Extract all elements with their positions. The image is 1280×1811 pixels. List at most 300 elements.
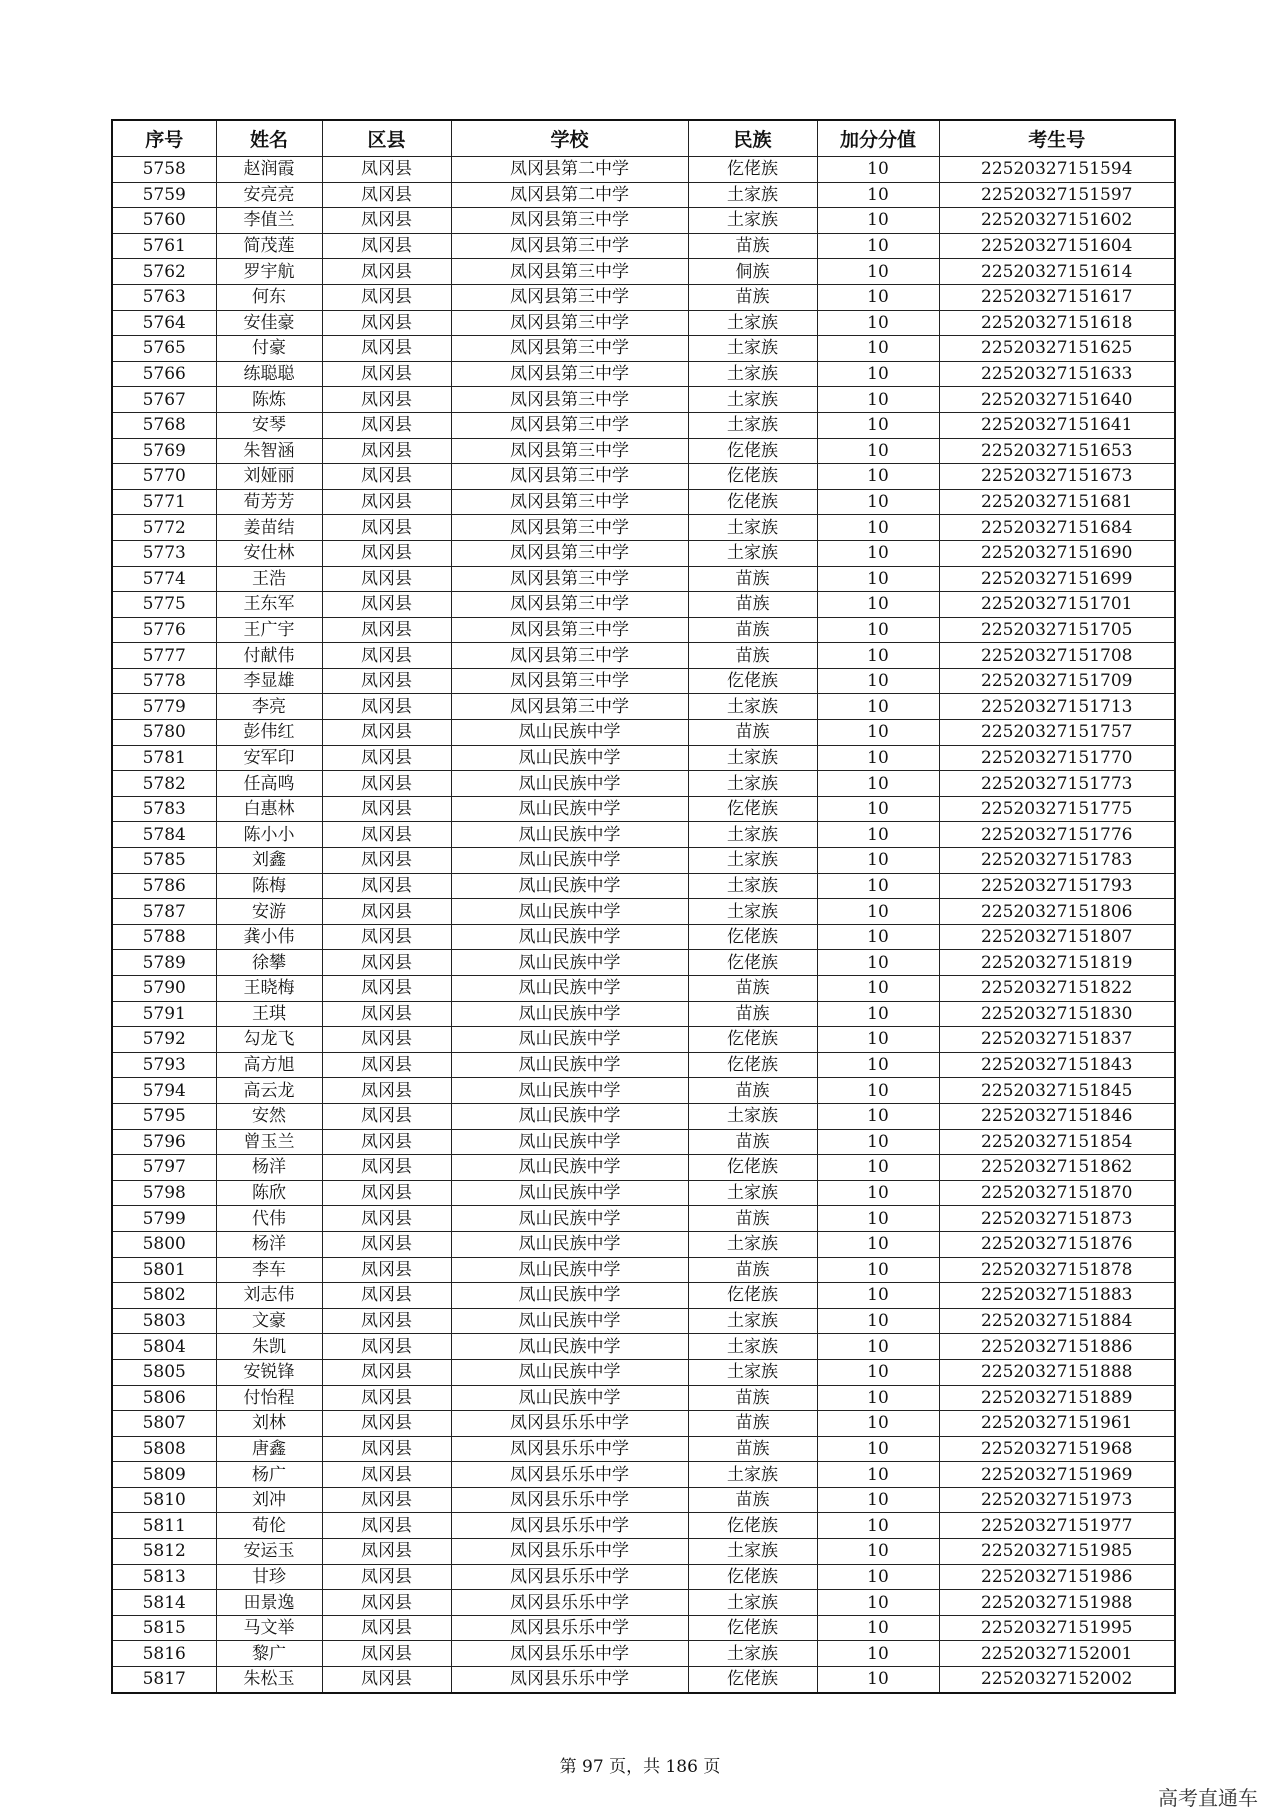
table-row [112, 157, 1175, 183]
bonus-points-table [111, 119, 1176, 1694]
table-row [112, 1308, 1175, 1334]
cell-county: 凤冈县 [322, 310, 451, 336]
cell-bonus: 10 [817, 1334, 939, 1360]
cell-seq: 5790 [112, 976, 216, 1002]
cell-county: 凤冈县 [322, 1103, 451, 1129]
cell-bonus: 10 [817, 899, 939, 925]
cell-name: 刘娅丽 [216, 464, 322, 490]
cell-name: 黎广 [216, 1641, 322, 1667]
cell-school: 凤山民族中学 [451, 796, 688, 822]
cell-bonus: 10 [817, 182, 939, 208]
cell-county: 凤冈县 [322, 1155, 451, 1181]
cell-ethnicity: 侗族 [688, 259, 817, 285]
cell-seq: 5769 [112, 438, 216, 464]
cell-exam-id: 22520327151854 [939, 1129, 1175, 1155]
cell-exam-id: 22520327151995 [939, 1615, 1175, 1641]
cell-bonus: 10 [817, 259, 939, 285]
cell-bonus: 10 [817, 1257, 939, 1283]
cell-bonus: 10 [817, 489, 939, 515]
cell-exam-id: 22520327152002 [939, 1667, 1175, 1693]
cell-ethnicity: 土家族 [688, 1590, 817, 1616]
cell-name: 高云龙 [216, 1078, 322, 1104]
cell-county: 凤冈县 [322, 1590, 451, 1616]
cell-exam-id: 22520327151617 [939, 284, 1175, 310]
cell-bonus: 10 [817, 1539, 939, 1565]
cell-county: 凤冈县 [322, 1462, 451, 1488]
cell-seq: 5805 [112, 1359, 216, 1385]
table-row [112, 643, 1175, 669]
cell-county: 凤冈县 [322, 259, 451, 285]
cell-ethnicity: 仡佬族 [688, 1027, 817, 1053]
watermark-text: 高考直通车 [1158, 1786, 1258, 1810]
cell-school: 凤冈县乐乐中学 [451, 1539, 688, 1565]
cell-ethnicity: 土家族 [688, 899, 817, 925]
cell-seq: 5758 [112, 157, 216, 183]
cell-name: 朱松玉 [216, 1667, 322, 1693]
cell-ethnicity: 仡佬族 [688, 796, 817, 822]
header-exam-id: 考生号 [939, 120, 1175, 157]
cell-ethnicity: 土家族 [688, 1308, 817, 1334]
cell-seq: 5802 [112, 1283, 216, 1309]
cell-name: 刘鑫 [216, 848, 322, 874]
table-row [112, 182, 1175, 208]
cell-exam-id: 22520327151681 [939, 489, 1175, 515]
cell-seq: 5803 [112, 1308, 216, 1334]
cell-county: 凤冈县 [322, 464, 451, 490]
cell-name: 文豪 [216, 1308, 322, 1334]
cell-exam-id: 22520327151653 [939, 438, 1175, 464]
table-row [112, 617, 1175, 643]
cell-seq: 5814 [112, 1590, 216, 1616]
cell-ethnicity: 苗族 [688, 617, 817, 643]
cell-exam-id: 22520327151837 [939, 1027, 1175, 1053]
cell-county: 凤冈县 [322, 1615, 451, 1641]
cell-bonus: 10 [817, 873, 939, 899]
cell-ethnicity: 苗族 [688, 1385, 817, 1411]
cell-name: 朱智涵 [216, 438, 322, 464]
table-row [112, 1590, 1175, 1616]
cell-name: 练聪聪 [216, 361, 322, 387]
cell-county: 凤冈县 [322, 950, 451, 976]
cell-school: 凤冈县第三中学 [451, 284, 688, 310]
cell-seq: 5811 [112, 1513, 216, 1539]
cell-name: 付豪 [216, 336, 322, 362]
cell-school: 凤山民族中学 [451, 899, 688, 925]
cell-ethnicity: 土家族 [688, 336, 817, 362]
cell-exam-id: 22520327151878 [939, 1257, 1175, 1283]
cell-name: 付怡程 [216, 1385, 322, 1411]
cell-bonus: 10 [817, 438, 939, 464]
cell-county: 凤冈县 [322, 1539, 451, 1565]
cell-ethnicity: 土家族 [688, 1180, 817, 1206]
cell-bonus: 10 [817, 1385, 939, 1411]
cell-ethnicity: 土家族 [688, 515, 817, 541]
cell-county: 凤冈县 [322, 208, 451, 234]
table-row [112, 464, 1175, 490]
cell-ethnicity: 苗族 [688, 284, 817, 310]
cell-bonus: 10 [817, 1359, 939, 1385]
cell-county: 凤冈县 [322, 361, 451, 387]
cell-county: 凤冈县 [322, 1436, 451, 1462]
cell-exam-id: 22520327151597 [939, 182, 1175, 208]
cell-school: 凤山民族中学 [451, 976, 688, 1002]
cell-seq: 5795 [112, 1103, 216, 1129]
cell-ethnicity: 土家族 [688, 848, 817, 874]
cell-school: 凤山民族中学 [451, 1308, 688, 1334]
cell-seq: 5765 [112, 336, 216, 362]
cell-bonus: 10 [817, 617, 939, 643]
cell-exam-id: 22520327151807 [939, 924, 1175, 950]
header-school: 学校 [451, 120, 688, 157]
cell-seq: 5764 [112, 310, 216, 336]
table-row [112, 1257, 1175, 1283]
cell-seq: 5789 [112, 950, 216, 976]
cell-bonus: 10 [817, 336, 939, 362]
cell-county: 凤冈县 [322, 336, 451, 362]
cell-name: 陈炼 [216, 387, 322, 413]
cell-seq: 5779 [112, 694, 216, 720]
cell-bonus: 10 [817, 1667, 939, 1693]
cell-exam-id: 22520327151709 [939, 668, 1175, 694]
cell-bonus: 10 [817, 771, 939, 797]
cell-exam-id: 22520327152001 [939, 1641, 1175, 1667]
cell-school: 凤冈县乐乐中学 [451, 1487, 688, 1513]
cell-name: 安琴 [216, 412, 322, 438]
cell-name: 何东 [216, 284, 322, 310]
table-row [112, 771, 1175, 797]
cell-bonus: 10 [817, 310, 939, 336]
cell-seq: 5809 [112, 1462, 216, 1488]
cell-exam-id: 22520327151633 [939, 361, 1175, 387]
table-row [112, 592, 1175, 618]
cell-school: 凤冈县第三中学 [451, 464, 688, 490]
cell-seq: 5773 [112, 540, 216, 566]
cell-bonus: 10 [817, 1564, 939, 1590]
cell-seq: 5762 [112, 259, 216, 285]
cell-school: 凤山民族中学 [451, 1129, 688, 1155]
cell-school: 凤冈县第三中学 [451, 233, 688, 259]
table-row [112, 1283, 1175, 1309]
cell-school: 凤山民族中学 [451, 1334, 688, 1360]
cell-bonus: 10 [817, 592, 939, 618]
cell-county: 凤冈县 [322, 1180, 451, 1206]
cell-school: 凤冈县乐乐中学 [451, 1564, 688, 1590]
cell-seq: 5794 [112, 1078, 216, 1104]
cell-school: 凤山民族中学 [451, 1283, 688, 1309]
cell-ethnicity: 土家族 [688, 745, 817, 771]
cell-seq: 5775 [112, 592, 216, 618]
cell-county: 凤冈县 [322, 566, 451, 592]
cell-seq: 5800 [112, 1231, 216, 1257]
cell-name: 代伟 [216, 1206, 322, 1232]
cell-seq: 5786 [112, 873, 216, 899]
cell-name: 刘林 [216, 1411, 322, 1437]
cell-ethnicity: 苗族 [688, 566, 817, 592]
roster-sheet [111, 119, 1174, 1694]
cell-name: 王晓梅 [216, 976, 322, 1002]
cell-ethnicity: 土家族 [688, 361, 817, 387]
cell-ethnicity: 苗族 [688, 592, 817, 618]
cell-ethnicity: 仡佬族 [688, 1667, 817, 1693]
cell-bonus: 10 [817, 1513, 939, 1539]
cell-school: 凤冈县乐乐中学 [451, 1641, 688, 1667]
page-number: 第 97 页，共 186 页 [559, 1757, 721, 1777]
cell-bonus: 10 [817, 1180, 939, 1206]
cell-bonus: 10 [817, 1206, 939, 1232]
cell-seq: 5807 [112, 1411, 216, 1437]
cell-ethnicity: 土家族 [688, 1359, 817, 1385]
cell-county: 凤冈县 [322, 284, 451, 310]
cell-name: 徐攀 [216, 950, 322, 976]
cell-ethnicity: 土家族 [688, 208, 817, 234]
table-row [112, 489, 1175, 515]
cell-exam-id: 22520327151625 [939, 336, 1175, 362]
table-row [112, 1231, 1175, 1257]
cell-school: 凤冈县第三中学 [451, 668, 688, 694]
cell-name: 安军印 [216, 745, 322, 771]
cell-name: 王浩 [216, 566, 322, 592]
cell-school: 凤冈县第三中学 [451, 566, 688, 592]
cell-seq: 5778 [112, 668, 216, 694]
cell-school: 凤冈县第三中学 [451, 489, 688, 515]
cell-school: 凤山民族中学 [451, 1231, 688, 1257]
table-row [112, 1078, 1175, 1104]
cell-county: 凤冈县 [322, 540, 451, 566]
cell-county: 凤冈县 [322, 848, 451, 874]
cell-ethnicity: 土家族 [688, 412, 817, 438]
cell-seq: 5781 [112, 745, 216, 771]
cell-exam-id: 22520327151618 [939, 310, 1175, 336]
cell-school: 凤冈县第二中学 [451, 157, 688, 183]
cell-seq: 5792 [112, 1027, 216, 1053]
cell-county: 凤冈县 [322, 1206, 451, 1232]
cell-ethnicity: 土家族 [688, 540, 817, 566]
cell-bonus: 10 [817, 1462, 939, 1488]
cell-exam-id: 22520327151988 [939, 1590, 1175, 1616]
cell-county: 凤冈县 [322, 1641, 451, 1667]
table-row [112, 694, 1175, 720]
cell-bonus: 10 [817, 540, 939, 566]
cell-ethnicity: 土家族 [688, 1641, 817, 1667]
cell-exam-id: 22520327151986 [939, 1564, 1175, 1590]
cell-school: 凤山民族中学 [451, 822, 688, 848]
cell-name: 陈梅 [216, 873, 322, 899]
cell-school: 凤冈县第三中学 [451, 643, 688, 669]
cell-seq: 5808 [112, 1436, 216, 1462]
cell-school: 凤冈县第三中学 [451, 208, 688, 234]
cell-ethnicity: 苗族 [688, 643, 817, 669]
header-name: 姓名 [216, 120, 322, 157]
cell-school: 凤冈县乐乐中学 [451, 1436, 688, 1462]
cell-exam-id: 22520327151830 [939, 1001, 1175, 1027]
cell-ethnicity: 仡佬族 [688, 1564, 817, 1590]
cell-school: 凤冈县第三中学 [451, 310, 688, 336]
cell-school: 凤冈县第三中学 [451, 438, 688, 464]
cell-exam-id: 22520327151594 [939, 157, 1175, 183]
cell-school: 凤冈县第二中学 [451, 182, 688, 208]
cell-seq: 5774 [112, 566, 216, 592]
cell-seq: 5791 [112, 1001, 216, 1027]
cell-county: 凤冈县 [322, 745, 451, 771]
cell-county: 凤冈县 [322, 976, 451, 1002]
table-row [112, 668, 1175, 694]
cell-school: 凤冈县第三中学 [451, 387, 688, 413]
header-bonus: 加分分值 [817, 120, 939, 157]
table-row [112, 1667, 1175, 1693]
cell-county: 凤冈县 [322, 1308, 451, 1334]
cell-bonus: 10 [817, 1129, 939, 1155]
table-row [112, 259, 1175, 285]
cell-name: 简茂莲 [216, 233, 322, 259]
cell-seq: 5782 [112, 771, 216, 797]
cell-name: 刘冲 [216, 1487, 322, 1513]
cell-exam-id: 22520327151641 [939, 412, 1175, 438]
cell-school: 凤冈县乐乐中学 [451, 1590, 688, 1616]
table-row [112, 1615, 1175, 1641]
table-row [112, 976, 1175, 1002]
cell-seq: 5793 [112, 1052, 216, 1078]
cell-exam-id: 22520327151776 [939, 822, 1175, 848]
cell-school: 凤山民族中学 [451, 1078, 688, 1104]
cell-ethnicity: 苗族 [688, 233, 817, 259]
cell-name: 曾玉兰 [216, 1129, 322, 1155]
cell-name: 唐鑫 [216, 1436, 322, 1462]
cell-county: 凤冈县 [322, 1257, 451, 1283]
cell-bonus: 10 [817, 157, 939, 183]
cell-bonus: 10 [817, 668, 939, 694]
table-row [112, 1411, 1175, 1437]
cell-name: 李亮 [216, 694, 322, 720]
cell-bonus: 10 [817, 745, 939, 771]
cell-exam-id: 22520327151699 [939, 566, 1175, 592]
cell-school: 凤冈县第三中学 [451, 336, 688, 362]
header-seq: 序号 [112, 120, 216, 157]
cell-bonus: 10 [817, 412, 939, 438]
cell-exam-id: 22520327151884 [939, 1308, 1175, 1334]
cell-exam-id: 22520327151862 [939, 1155, 1175, 1181]
cell-exam-id: 22520327151876 [939, 1231, 1175, 1257]
cell-name: 马文举 [216, 1615, 322, 1641]
cell-name: 白惠林 [216, 796, 322, 822]
cell-seq: 5799 [112, 1206, 216, 1232]
cell-county: 凤冈县 [322, 1385, 451, 1411]
cell-name: 安游 [216, 899, 322, 925]
cell-seq: 5771 [112, 489, 216, 515]
table-row [112, 1564, 1175, 1590]
table-row [112, 412, 1175, 438]
cell-name: 姜苗结 [216, 515, 322, 541]
cell-exam-id: 22520327151845 [939, 1078, 1175, 1104]
cell-seq: 5816 [112, 1641, 216, 1667]
cell-seq: 5777 [112, 643, 216, 669]
cell-county: 凤冈县 [322, 1667, 451, 1693]
cell-exam-id: 22520327151819 [939, 950, 1175, 976]
cell-bonus: 10 [817, 1436, 939, 1462]
table-row [112, 796, 1175, 822]
cell-name: 杨洋 [216, 1231, 322, 1257]
cell-exam-id: 22520327151773 [939, 771, 1175, 797]
table-row [112, 540, 1175, 566]
cell-seq: 5783 [112, 796, 216, 822]
cell-ethnicity: 苗族 [688, 1436, 817, 1462]
cell-name: 杨洋 [216, 1155, 322, 1181]
cell-exam-id: 22520327151886 [939, 1334, 1175, 1360]
cell-name: 安佳豪 [216, 310, 322, 336]
cell-county: 凤冈县 [322, 1231, 451, 1257]
cell-name: 荀芳芳 [216, 489, 322, 515]
cell-ethnicity: 土家族 [688, 182, 817, 208]
cell-name: 王广宇 [216, 617, 322, 643]
cell-school: 凤冈县乐乐中学 [451, 1513, 688, 1539]
cell-seq: 5760 [112, 208, 216, 234]
table-body [112, 157, 1175, 1693]
cell-exam-id: 22520327151602 [939, 208, 1175, 234]
cell-exam-id: 22520327151822 [939, 976, 1175, 1002]
header-county: 区县 [322, 120, 451, 157]
cell-ethnicity: 土家族 [688, 1462, 817, 1488]
cell-ethnicity: 苗族 [688, 976, 817, 1002]
cell-ethnicity: 苗族 [688, 1078, 817, 1104]
cell-county: 凤冈县 [322, 873, 451, 899]
table-row [112, 233, 1175, 259]
cell-bonus: 10 [817, 208, 939, 234]
cell-ethnicity: 土家族 [688, 771, 817, 797]
table-row [112, 822, 1175, 848]
cell-name: 安仕林 [216, 540, 322, 566]
cell-bonus: 10 [817, 1027, 939, 1053]
cell-school: 凤冈县第三中学 [451, 617, 688, 643]
cell-county: 凤冈县 [322, 694, 451, 720]
cell-seq: 5813 [112, 1564, 216, 1590]
table-row [112, 1206, 1175, 1232]
cell-seq: 5806 [112, 1385, 216, 1411]
cell-seq: 5797 [112, 1155, 216, 1181]
cell-exam-id: 22520327151846 [939, 1103, 1175, 1129]
cell-exam-id: 22520327151690 [939, 540, 1175, 566]
cell-name: 安然 [216, 1103, 322, 1129]
cell-county: 凤冈县 [322, 182, 451, 208]
cell-name: 李车 [216, 1257, 322, 1283]
cell-bonus: 10 [817, 387, 939, 413]
cell-county: 凤冈县 [322, 515, 451, 541]
cell-school: 凤山民族中学 [451, 1359, 688, 1385]
cell-name: 安运玉 [216, 1539, 322, 1565]
cell-ethnicity: 仡佬族 [688, 1052, 817, 1078]
cell-school: 凤山民族中学 [451, 720, 688, 746]
table-row [112, 1539, 1175, 1565]
cell-county: 凤冈县 [322, 1052, 451, 1078]
cell-bonus: 10 [817, 720, 939, 746]
cell-name: 陈欣 [216, 1180, 322, 1206]
table-row [112, 1359, 1175, 1385]
cell-exam-id: 22520327151713 [939, 694, 1175, 720]
cell-ethnicity: 仡佬族 [688, 438, 817, 464]
cell-exam-id: 22520327151873 [939, 1206, 1175, 1232]
cell-name: 田景逸 [216, 1590, 322, 1616]
cell-school: 凤山民族中学 [451, 745, 688, 771]
cell-county: 凤冈县 [322, 592, 451, 618]
cell-ethnicity: 仡佬族 [688, 668, 817, 694]
table-row [112, 566, 1175, 592]
table-row [112, 1180, 1175, 1206]
cell-school: 凤冈县第三中学 [451, 515, 688, 541]
cell-county: 凤冈县 [322, 157, 451, 183]
cell-bonus: 10 [817, 1283, 939, 1309]
cell-ethnicity: 苗族 [688, 1411, 817, 1437]
cell-ethnicity: 苗族 [688, 720, 817, 746]
cell-ethnicity: 苗族 [688, 1487, 817, 1513]
cell-name: 安锐锋 [216, 1359, 322, 1385]
